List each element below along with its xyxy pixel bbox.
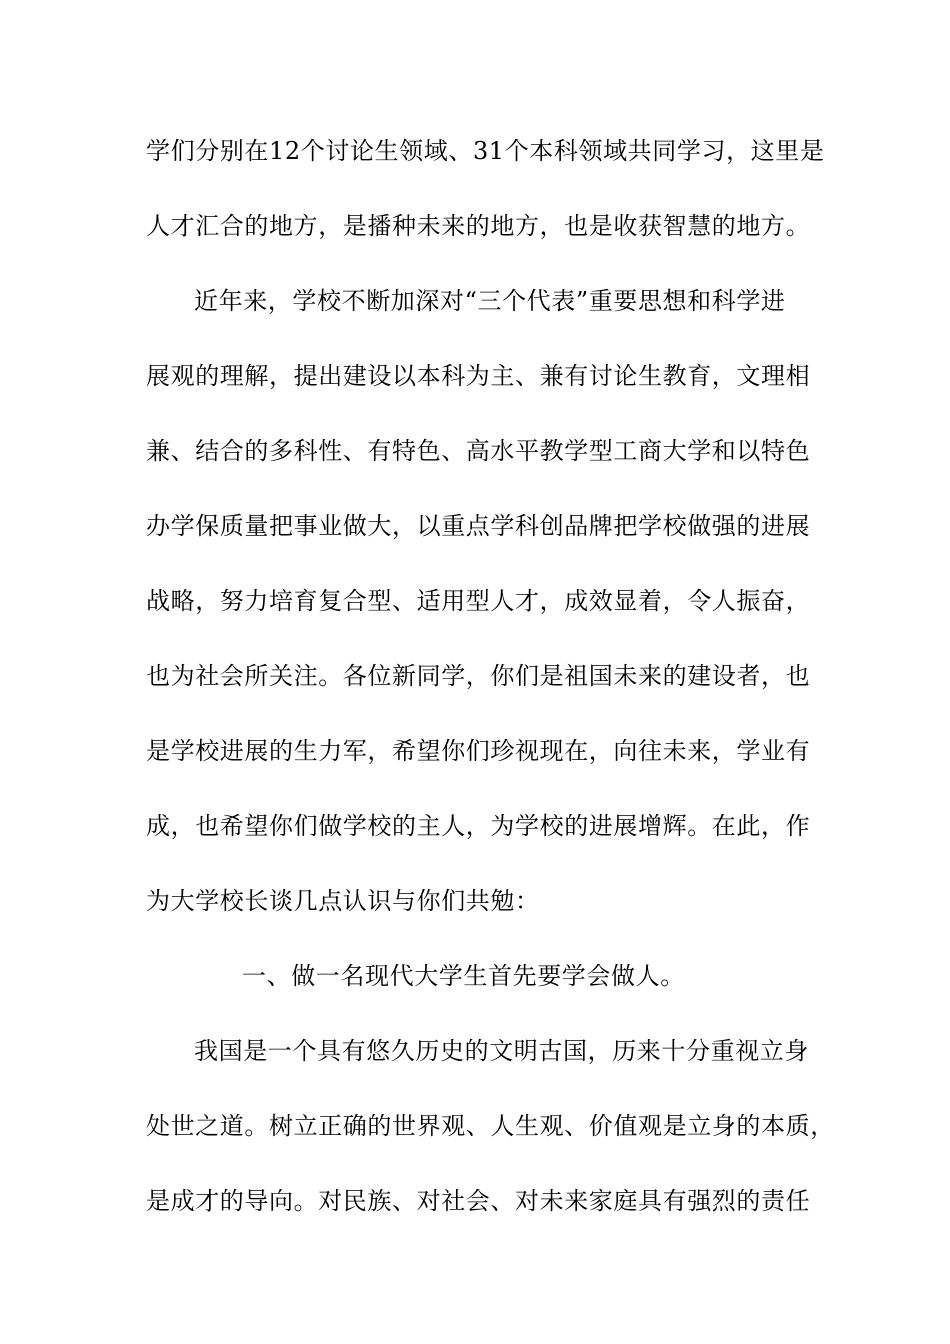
text-line: 学们分别在12个讨论生领域、31个本科领域共同学习，这里是 (146, 137, 825, 165)
text-line: 为大学校长谈几点认识与你们共勉： (146, 887, 540, 915)
text-line: 是成才的导向。对民族、对社会、对未来家庭具有强烈的责任 (146, 1187, 811, 1215)
paragraph-start-line: 我国是一个具有悠久历史的文明古国，历来十分重视立身 (194, 1037, 809, 1065)
body-text (146, 128, 835, 1253)
text-line: 兼、结合的多科性、有特色、高水平教学型工商大学和以特色 (146, 437, 811, 465)
text-line: 是学校进展的生力军，希望你们珍视现在，向往未来，学业有 (146, 737, 811, 765)
text-line: 处世之道。树立正确的世界观、人生观、价值观是立身的本质， (146, 1112, 835, 1140)
text-line: 人才汇合的地方，是播种未来的地方，也是收获智慧的地方。 (146, 212, 811, 240)
text-line: 办学保质量把事业做大，以重点学科创品牌把学校做强的进展 (146, 512, 811, 540)
text-line: 战略，努力培育复合型、适用型人才，成效显着，令人振奋， (146, 587, 811, 615)
section-heading: 一、做一名现代大学生首先要学会做人。 (242, 962, 685, 990)
text-line: 成，也希望你们做学校的主人，为学校的进展增辉。在此，作 (146, 812, 811, 840)
paragraph-start-line: 近年来，学校不断加深对“三个代表”重要思想和科学进 (194, 287, 786, 315)
text-line: 展观的理解，提出建设以本科为主、兼有讨论生教育，文理相 (146, 362, 811, 390)
text-line: 也为社会所关注。各位新同学，你们是祖国未来的建设者，也 (146, 662, 811, 690)
